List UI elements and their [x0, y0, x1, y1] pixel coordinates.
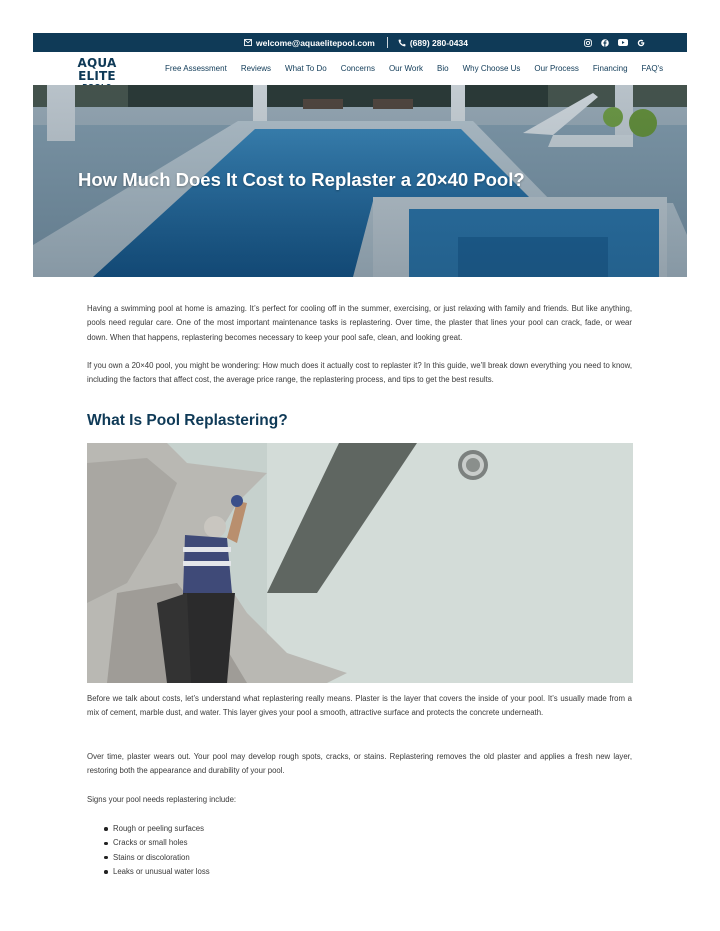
intro-paragraph: Having a swimming pool at home is amazing. It’s perfect for cooling off in the summer, exercising, or just relaxing with family and friends. But like anything, pools need regular care. One of the most important maintenance tasks is replastering. Over time, the plaster that lines your pool can crack, fade, or wear down. When that happens, replastering becomes necessary to keep your pool safe, clean, and looking great. — [87, 304, 632, 342]
phone-link[interactable] — [398, 38, 468, 48]
nav-item-bio[interactable]: Bio — [437, 64, 449, 73]
nav-item-financing[interactable]: Financing — [592, 64, 628, 73]
nav-item-reviews[interactable]: Reviews — [240, 64, 272, 73]
contact-divider — [387, 37, 388, 48]
hero-banner — [33, 85, 687, 277]
envelope-icon — [244, 39, 252, 46]
main-nav — [165, 52, 663, 85]
youtube-icon[interactable] — [618, 39, 628, 46]
top-contact-bar — [33, 33, 687, 52]
nav-item-why-choose-us[interactable]: Why Choose Us — [462, 64, 521, 73]
instagram-icon[interactable] — [584, 39, 592, 47]
google-icon[interactable] — [637, 39, 645, 47]
social-links — [584, 33, 645, 52]
nav-item-what-to-do[interactable]: What To Do — [285, 64, 327, 73]
nav-item-concerns[interactable]: Concerns — [340, 64, 375, 73]
phone-text: (689) 280-0434 — [409, 37, 468, 48]
replastering-photo — [87, 443, 633, 683]
email-text: welcome@aquaelitepool.com — [256, 37, 375, 48]
nav-item-our-work[interactable]: Our Work — [388, 64, 424, 73]
section-paragraph-2: Over time, plaster wears out. Your pool may develop rough spots, cracks, or stains. Replastering removes the old plaster and applies a fresh new layer, restoring both the appearance and durability of your pool. — [87, 752, 632, 776]
list-item: Stains or discoloration — [104, 851, 210, 865]
intro-paragraph-2: If you own a 20×40 pool, you might be wondering: How much does it actually cost to replaster it? In this guide, we’ll break down everything you need to know, including the factors that affect cost, the average price range, the replastering process, and tips to get the best results. — [87, 361, 632, 385]
section-paragraph-1: Before we talk about costs, let’s understand what replastering really means. Plaster is the layer that covers the inside of your pool. It’s usually made from a mix of cement, marble dust, and water. This layer gives your pool a smooth, attractive surface and protects the concrete underneath. — [87, 694, 632, 718]
worker-chipping-plaster-image — [87, 443, 633, 683]
section-heading: What Is Pool Replastering? — [87, 412, 288, 429]
hero-title: How Much Does It Cost to Replaster a 20×40 Pool? — [78, 169, 525, 190]
nav-item-our-process[interactable]: Our Process — [534, 64, 579, 73]
facebook-icon[interactable] — [601, 39, 609, 47]
signs-intro: Signs your pool needs replastering include: — [87, 795, 237, 804]
email-link[interactable] — [244, 38, 375, 48]
nav-item-faqs[interactable]: FAQ's — [641, 64, 664, 73]
phone-icon — [398, 39, 406, 47]
list-item: Rough or peeling surfaces — [104, 822, 210, 836]
list-item: Leaks or unusual water loss — [104, 865, 210, 879]
contact-info — [244, 33, 468, 52]
nav-item-free-assessment[interactable]: Free Assessment — [165, 64, 227, 73]
list-item: Cracks or small holes — [104, 836, 210, 850]
main-header — [33, 52, 687, 85]
logo-line-1: AQUA ELITE — [77, 56, 117, 83]
signs-list — [104, 822, 210, 879]
